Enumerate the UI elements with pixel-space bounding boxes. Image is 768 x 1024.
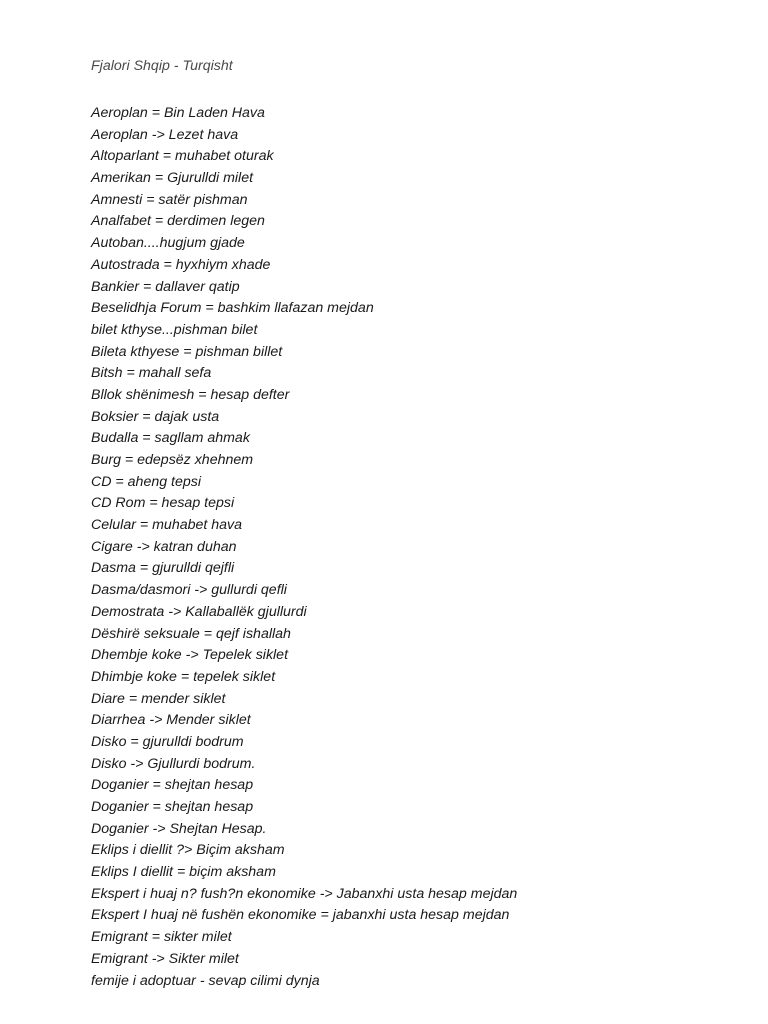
dictionary-entry: Ekspert I huaj në fushën ekonomike = jabanxhi usta hesap mejdan [91,907,510,924]
dictionary-entry: Autoban....hugjum gjade [91,235,245,252]
dictionary-entry: Disko = gjurulldi bodrum [91,733,244,750]
dictionary-list [91,103,517,992]
dictionary-entry: Amnesti = satër pishman [91,191,248,208]
dictionary-entry: Bileta kthyese = pishman billet [91,343,283,360]
dictionary-entry: Autostrada = hyxhiym xhade [91,256,271,273]
dictionary-entry: Dhembje koke -> Tepelek siklet [91,647,289,664]
dictionary-entry: Celular = muhabet hava [91,517,243,534]
dictionary-entry: Analfabet = derdimen legen [91,213,265,230]
dictionary-entry: Amerikan = Gjurulldi milet [91,170,254,187]
dictionary-entry: Dasma = gjurulldi qejfli [91,560,235,577]
dictionary-entry: Bankier = dallaver qatip [91,278,240,295]
dictionary-entry: bilet kthyse...pishman bilet [91,321,258,338]
dictionary-entry: Eklips i diellit ?> Biçim aksham [91,842,285,859]
dictionary-entry: Ekspert i huaj n? fush?n ekonomike -> Jabanxhi usta hesap mejdan [91,885,518,902]
dictionary-entry: Emigrant -> Sikter milet [91,950,239,967]
dictionary-entry: CD Rom = hesap tepsi [91,495,235,512]
dictionary-entry: Dhimbje koke = tepelek siklet [91,668,276,685]
dictionary-entry: Cigare -> katran duhan [91,538,237,555]
dictionary-entry: Doganier -> Shejtan Hesap. [91,820,267,837]
dictionary-entry: Bitsh = mahall sefa [91,365,212,382]
dictionary-entry: Demostrata -> Kallaballëk gjullurdi [91,603,307,620]
dictionary-entry: Budalla = sagllam ahmak [91,430,250,447]
dictionary-entry: Altoparlant = muhabet oturak [91,148,274,165]
dictionary-entry: Doganier = shejtan hesap [91,777,254,794]
dictionary-entry: Dëshirë seksuale = qejf ishallah [91,625,291,642]
dictionary-entry: Aeroplan -> Lezet hava [91,126,239,143]
dictionary-entry: Emigrant = sikter milet [91,929,232,946]
dictionary-entry: Burg = edepsëz xhehnem [91,452,254,468]
dictionary-entry: Aeroplan = Bin Laden Hava [91,105,265,121]
dictionary-entry: Eklips I diellit = biçim aksham [91,864,276,881]
document-title: Fjalori Shqip - Turqisht [91,58,233,74]
dictionary-entry: Disko -> Gjullurdi bodrum. [91,755,256,772]
dictionary-entry: Diarrhea -> Mender siklet [91,712,251,729]
dictionary-entry: femije i adoptuar - sevap cilimi dynja [91,972,320,989]
dictionary-entry: Dasma/dasmori -> gullurdi qefli [91,582,287,599]
dictionary-entry: Diare = mender siklet [91,690,226,707]
dictionary-entry: Beselidhja Forum = bashkim llafazan mejdan [91,300,374,317]
dictionary-entry: Doganier = shejtan hesap [91,799,254,815]
dictionary-entry: Bllok shënimesh = hesap defter [91,386,290,403]
dictionary-entry: Boksier = dajak usta [91,408,220,425]
dictionary-entry: CD = aheng tepsi [91,473,202,490]
